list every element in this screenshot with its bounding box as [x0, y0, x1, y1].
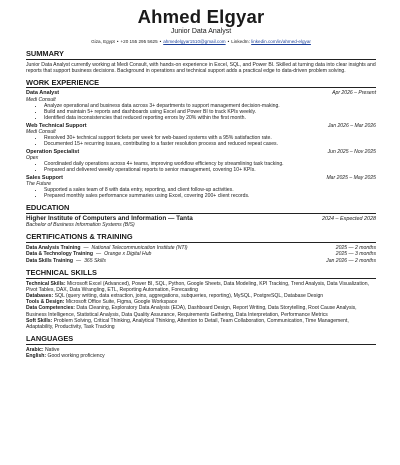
cert-name: Data Analysis Training — [26, 244, 81, 251]
education-dates: 2024 – Expected 2028 — [322, 215, 376, 222]
bullet-item: • Resolved 30+ technical support tickets per week for web-based systems with a 95% satisfaction rate. — [44, 135, 376, 141]
cert-time: Jan 2026 — 2 months — [326, 257, 376, 264]
cert-org: National Telecommunication Institute (NTI) — [91, 244, 188, 251]
cert-row — [26, 258, 376, 264]
email-link[interactable]: ahmedelgyar1510@gmail.com — [163, 39, 226, 44]
cert-dash: — — [95, 251, 102, 258]
skill-label: Technical Skills: — [26, 280, 66, 287]
job-bullets — [26, 187, 376, 199]
language-level: Good working proficiency — [47, 353, 105, 360]
degree-text: Bachelor of Business Information Systems (BIS) — [26, 222, 135, 229]
bullet-item: • Analyze operational and business data across 3+ departments to support management decision-making. — [44, 103, 376, 109]
phone-text: +20 155 295 5625 — [120, 39, 158, 44]
bullet-item: • Supported a sales team of 8 with data entry, reporting, and client follow-up activities. — [44, 187, 376, 193]
candidate-name: Ahmed Elgyar — [137, 6, 265, 27]
cert-name: Data Skills Training — [26, 257, 73, 264]
job-subtitle: Junior Data Analyst — [170, 28, 232, 35]
job-dates: Apr 2026 – Present — [332, 90, 376, 97]
job-entry — [26, 175, 376, 200]
job-title: Data Analyst — [26, 90, 60, 97]
cert-name: Data & Technology Training — [26, 251, 93, 258]
job-dates: Mar 2025 – May 2025 — [326, 174, 376, 181]
cert-time: 2025 — 3 months — [335, 251, 376, 258]
cert-time: 2025 — 2 months — [335, 244, 376, 251]
skill-label: Databases: — [26, 292, 54, 299]
cert-dash: — — [83, 244, 89, 251]
summary-heading: SUMMARY — [26, 49, 376, 60]
cert-org: Orange x Digital Hub — [104, 251, 152, 258]
skill-row — [26, 281, 376, 293]
job-title: Web Technical Support — [26, 122, 87, 129]
skills-heading: TECHNICAL SKILLS — [26, 268, 376, 279]
education-heading: EDUCATION — [26, 203, 376, 214]
job-entry — [26, 123, 376, 148]
bullet-item: • Documented 15+ recurring issues, contributing to a faster resolution process and reduced repeat cases. — [44, 141, 376, 147]
experience-heading: WORK EXPERIENCE — [26, 78, 376, 89]
language-label: Arabic: — [26, 346, 44, 353]
linkedin-label: LinkedIn: — [231, 39, 250, 44]
separator: • — [227, 39, 230, 44]
job-company: Opex — [26, 155, 39, 162]
linkedin-link[interactable]: linkedin.com/in/ahmed-elgyar — [251, 39, 311, 44]
skill-label: Tools & Design: — [26, 299, 65, 306]
bullet-item: • Coordinated daily operations across 4+ teams, improving workflow efficiency by streamlining task tracking. — [44, 161, 376, 167]
job-company: The Future — [26, 181, 51, 188]
skill-value: SQL (query writing, data extraction, joins, aggregations, subqueries, reporting), MySQL, PostgreSQL, Database Design — [54, 292, 324, 299]
language-row — [26, 347, 376, 354]
skill-value: Data Cleaning, Exploratory Data Analysis (EDA), Dashboard Design, Report Writing, Data Storytelling, Root Cause Analysis, Business Intelligence, Statistical Analysis, Data Quality Assurance, Requirements Gathering, Data Interpretation, Performance Metrics — [26, 305, 357, 318]
skill-value: Microsoft Excel (Advanced), Power BI, SQL, Python, Google Sheets, Data Modeling, KPI Tracking, Trend Analysis, Data Visualization, Pivot Tables, DAX, Data Wrangling, ETL, Reporting Automation, Forecasting — [26, 280, 369, 293]
job-bullets — [26, 161, 376, 173]
separator: • — [116, 39, 119, 44]
job-title: Sales Support — [26, 174, 63, 181]
job-bullets — [26, 103, 376, 121]
separator: • — [159, 39, 162, 44]
language-label: English: — [26, 353, 47, 360]
job-dates: Jun 2025 – Nov 2025 — [327, 148, 376, 155]
job-company: Medi Consult — [26, 129, 56, 135]
cert-org: 365 Skills — [84, 257, 106, 264]
language-row — [26, 353, 376, 360]
job-entry — [26, 149, 376, 174]
job-bullets — [26, 135, 376, 147]
certifications-heading: CERTIFICATIONS & TRAINING — [26, 232, 376, 243]
bullet-item: • Identified data inconsistencies that reduced reporting errors by 20% within the first month. — [44, 115, 376, 121]
school-name: Higher Institute of Computers and Information — Tanta — [26, 214, 193, 222]
language-level: Native — [44, 346, 60, 353]
summary-text: Junior Data Analyst currently working at Medi Consult, with hands-on experience in Excel, SQL, and Power BI. Skilled at turning data into clear insights and reports that support business decisions. Background in operations and technical support adds a practical edge to data-driven problem solving. — [26, 61, 376, 74]
skill-label: Data Competencies: — [26, 305, 75, 312]
skill-label: Soft Skills: — [26, 317, 53, 324]
job-title: Operation Specialist — [26, 148, 80, 155]
cert-dash: — — [76, 257, 82, 264]
location-text: Giza, Egypt — [91, 39, 115, 44]
skill-row — [26, 318, 376, 330]
bullet-item: • Build and maintain 5+ reports and dashboards using Excel and Power BI to track KPIs weekly. — [44, 109, 376, 115]
job-company: Medi Consult — [26, 96, 56, 103]
bullet-item: • Prepared monthly sales performance summaries using Excel, covering 200+ client records. — [44, 193, 376, 199]
bullet-item: • Prepared and delivered weekly operational reports to senior management, covering 10+ KPIs. — [44, 167, 376, 173]
skill-value: Problem Solving, Critical Thinking, Analytical Thinking, Attention to Detail, Team Collaboration, Communication, Time Management, Adaptability, Productivity, Task Tracking — [26, 317, 349, 330]
skill-value: Microsoft Office Suite, Figma, Google Workspace — [65, 299, 178, 306]
skill-row — [26, 305, 376, 317]
languages-heading: LANGUAGES — [26, 334, 376, 345]
job-dates: Jan 2026 – Mar 2026 — [327, 122, 376, 129]
job-entry — [26, 90, 376, 121]
contact-line — [26, 39, 376, 45]
